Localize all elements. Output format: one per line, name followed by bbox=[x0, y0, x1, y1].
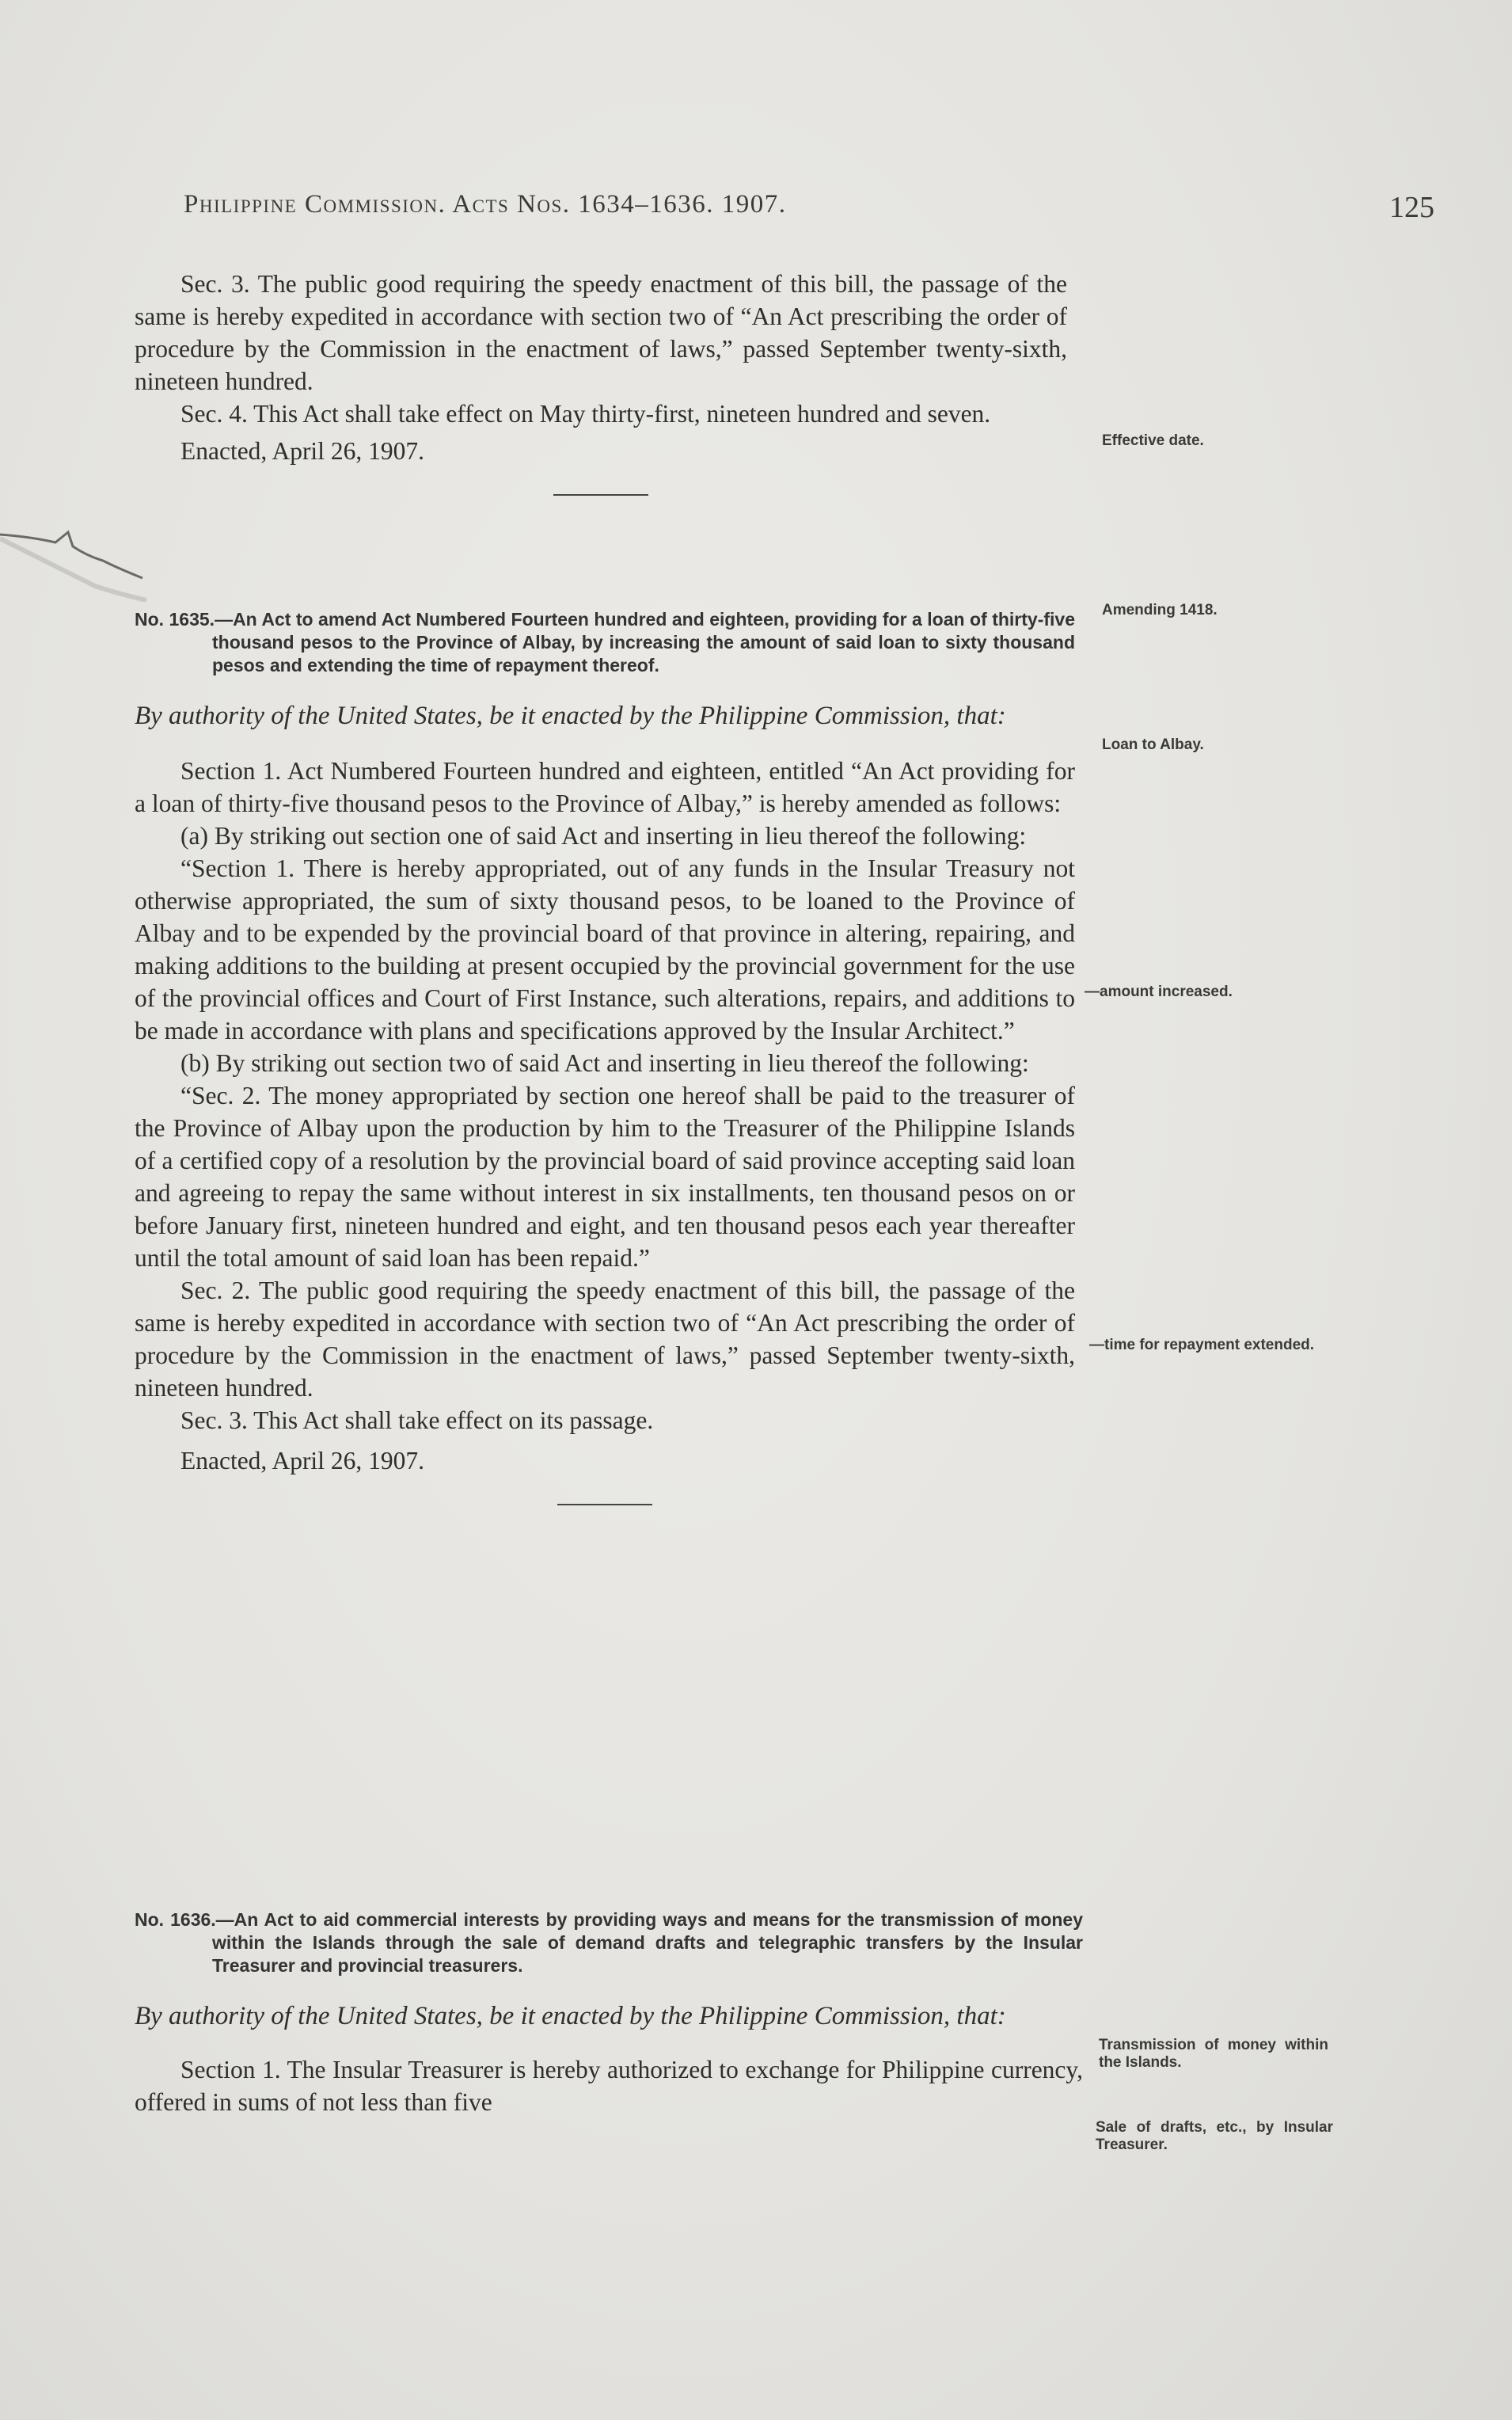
act-1635-enacting-clause: By authority of the United States, be it enacted by the Philippine Commission, that: bbox=[135, 702, 1006, 730]
act-1635-clause-b: (b) By striking out section two of said Act and inserting in lieu thereof the following: bbox=[180, 1049, 1029, 1077]
act-1634-tail bbox=[135, 268, 1067, 496]
margin-note-sale: Sale of drafts, etc., by Insular Treasurer. bbox=[1096, 2119, 1333, 2153]
margin-note-transmission: Transmission of money within the Islands. bbox=[1099, 2037, 1328, 2071]
page-number: 125 bbox=[1389, 191, 1434, 224]
act-1635-enacted: Enacted, April 26, 1907. bbox=[180, 1447, 424, 1474]
act-1635-sec2: Sec. 2. The public good requiring the speedy enactment of this bill, the passage of the same is hereby expedited in accordance with section two of “An Act prescribing the order of procedure by the Commission in the enactment of laws,” passed September twenty-sixth, nineteen hundred. bbox=[135, 1277, 1075, 1402]
section-divider bbox=[557, 1504, 652, 1505]
act-1634-enacted: Enacted, April 26, 1907. bbox=[180, 437, 424, 465]
act-1634-sec3: Sec. 3. The public good requiring the speedy enactment of this bill, the passage of the same is hereby expedited in accordance with section two of “An Act prescribing the order of procedure by the Commission in the enactment of laws,” passed September twenty-sixth, nineteen hundred. bbox=[135, 270, 1067, 395]
act-1636 bbox=[135, 1908, 1083, 2118]
act-1636-heading: No. 1636.—An Act to aid commercial interests by providing ways and means for the transmission of money within the Islands through the sale of demand drafts and telegraphic transfers by the Insular Treasurer and provincial treasurers. bbox=[135, 1909, 1083, 1976]
act-1635-quoted-section1: “Section 1. There is hereby appropriated, out of any funds in the Insular Treasury not otherwise appropriated, the sum of sixty thousand pesos, to be loaned to the Province of Albay and to be expended by the provincial board of that province in altering, repairing, and making additions to the building at present occupied by the provincial government for the use of the provincial offices and Court of First Instance, such alterations, repairs, and additions to be made in accordance with plans and specifications approved by the Insular Architect.” bbox=[135, 854, 1075, 1044]
torn-edge-mark bbox=[0, 515, 150, 602]
act-1634-sec4: Sec. 4. This Act shall take effect on May thirty-first, nineteen hundred and seven. bbox=[180, 400, 991, 428]
page-header bbox=[184, 190, 1434, 230]
margin-note-time: —time for repayment extended. bbox=[1089, 1337, 1315, 1353]
act-1635-section1: Section 1. Act Numbered Fourteen hundred and eighteen, entitled “An Act providing for a loan of thirty-five thousand pesos to the Province of Albay,” is hereby amended as follows: bbox=[135, 757, 1075, 817]
margin-note-effective-date: Effective date. bbox=[1102, 432, 1204, 449]
margin-note-loan: Loan to Albay. bbox=[1102, 736, 1204, 753]
margin-note-amending: Amending 1418. bbox=[1102, 602, 1218, 618]
act-1635-heading: No. 1635.—An Act to amend Act Numbered Fourteen hundred and eighteen, providing for a loan of thirty-five thousand pesos to the Province of Albay, by increasing the amount of said loan to sixty thousand pesos and extending the time of repayment thereof. bbox=[135, 609, 1075, 675]
running-head: Philippine Commission. Acts Nos. 1634–1636. 1907. bbox=[184, 190, 787, 219]
act-1635-clause-a: (a) By striking out section one of said Act and inserting in lieu thereof the following: bbox=[180, 822, 1027, 850]
act-1635-quoted-section2: “Sec. 2. The money appropriated by section one hereof shall be paid to the treasurer of the Province of Albay upon the production by him to the Treasurer of the Philippine Islands of a certified copy of a resolution by the provincial board of said province accepting said loan and agreeing to repay the same without interest in six installments, ten thousand pesos on or before January first, nineteen hundred and eight, and ten thousand pesos each year thereafter until the total amount of said loan has been repaid.” bbox=[135, 1082, 1075, 1272]
section-divider bbox=[553, 494, 648, 496]
act-1636-section1: Section 1. The Insular Treasurer is hereby authorized to exchange for Philippine currency, offered in sums of not less than five bbox=[135, 2056, 1083, 2116]
act-1635-sec3: Sec. 3. This Act shall take effect on its passage. bbox=[180, 1406, 654, 1434]
act-1636-enacting-clause: By authority of the United States, be it enacted by the Philippine Commission, that: bbox=[135, 2002, 1006, 2030]
act-1635 bbox=[135, 608, 1075, 1505]
margin-note-amount: —amount increased. bbox=[1085, 984, 1233, 1000]
